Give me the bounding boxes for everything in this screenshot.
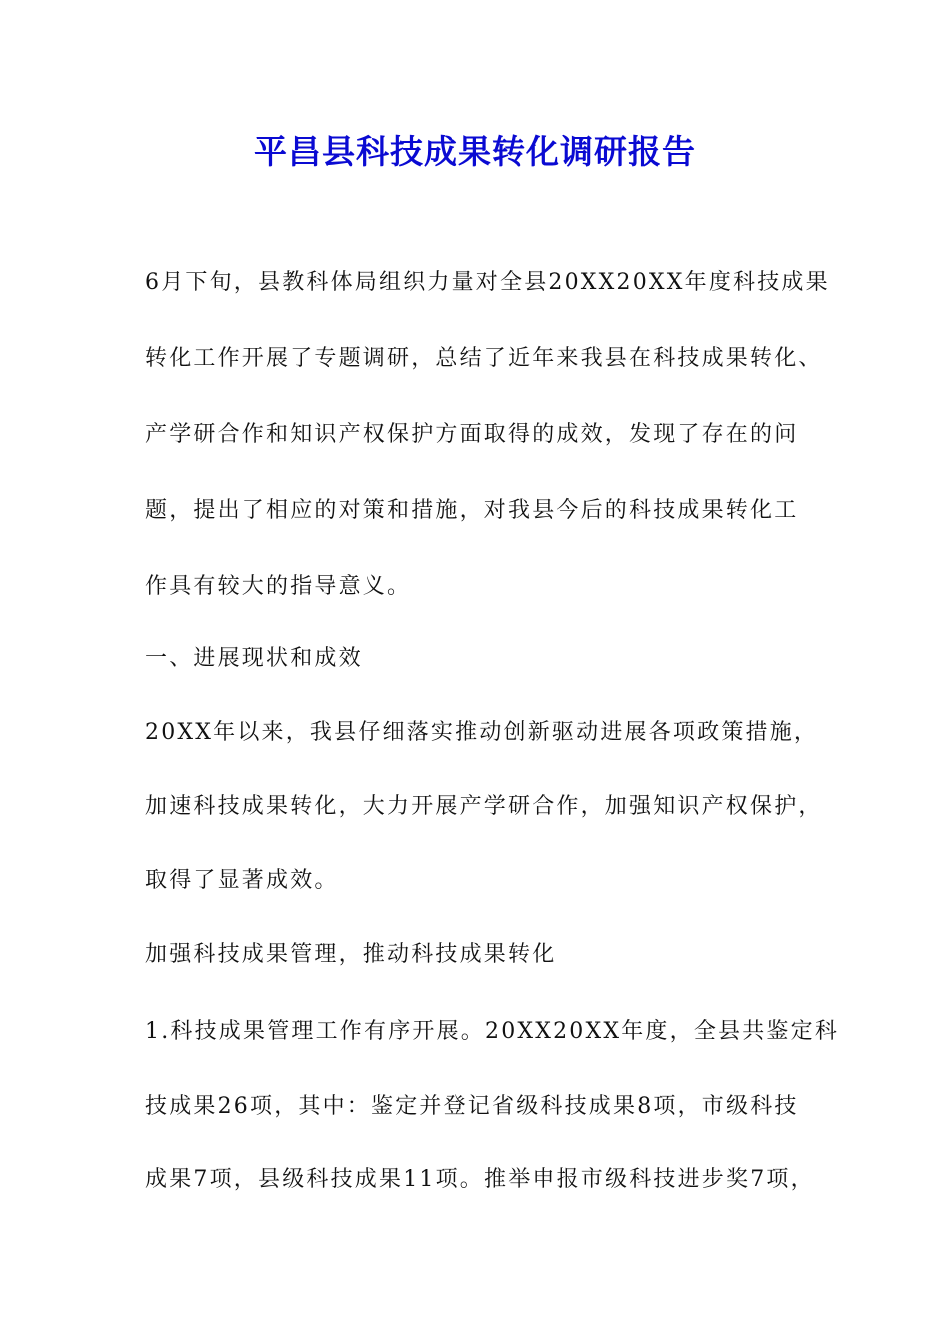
- paragraph-line: 成果7项，县级科技成果11项。推举申报市级科技进步奖7项，: [145, 1167, 815, 1192]
- paragraph-line: 取得了显著成效。: [145, 868, 339, 893]
- section-heading: 一、进展现状和成效: [145, 646, 363, 671]
- paragraph-line: 20XX年以来，我县仔细落实推动创新驱动进展各项政策措施，: [145, 720, 819, 745]
- paragraph-line: 转化工作开展了专题调研，总结了近年来我县在科技成果转化、: [145, 346, 823, 371]
- paragraph-line: 6月下旬，县教科体局组织力量对全县20XX20XX年度科技成果: [145, 270, 830, 295]
- document-title: 平昌县科技成果转化调研报告: [254, 132, 696, 171]
- paragraph-line: 技成果26项，其中：鉴定并登记省级科技成果8项，市级科技: [145, 1094, 799, 1119]
- subsection-heading: 加强科技成果管理，推动科技成果转化: [145, 942, 557, 967]
- paragraph-line: 作具有较大的指导意义。: [145, 574, 412, 599]
- paragraph-line: 加速科技成果转化，大力开展产学研合作，加强知识产权保护，: [145, 794, 823, 819]
- paragraph-line: 产学研合作和知识产权保护方面取得的成效，发现了存在的问: [145, 422, 799, 447]
- paragraph-line: 题，提出了相应的对策和措施，对我县今后的科技成果转化工: [145, 498, 799, 523]
- paragraph-line: 1.科技成果管理工作有序开展。20XX20XX年度，全县共鉴定科: [145, 1019, 840, 1044]
